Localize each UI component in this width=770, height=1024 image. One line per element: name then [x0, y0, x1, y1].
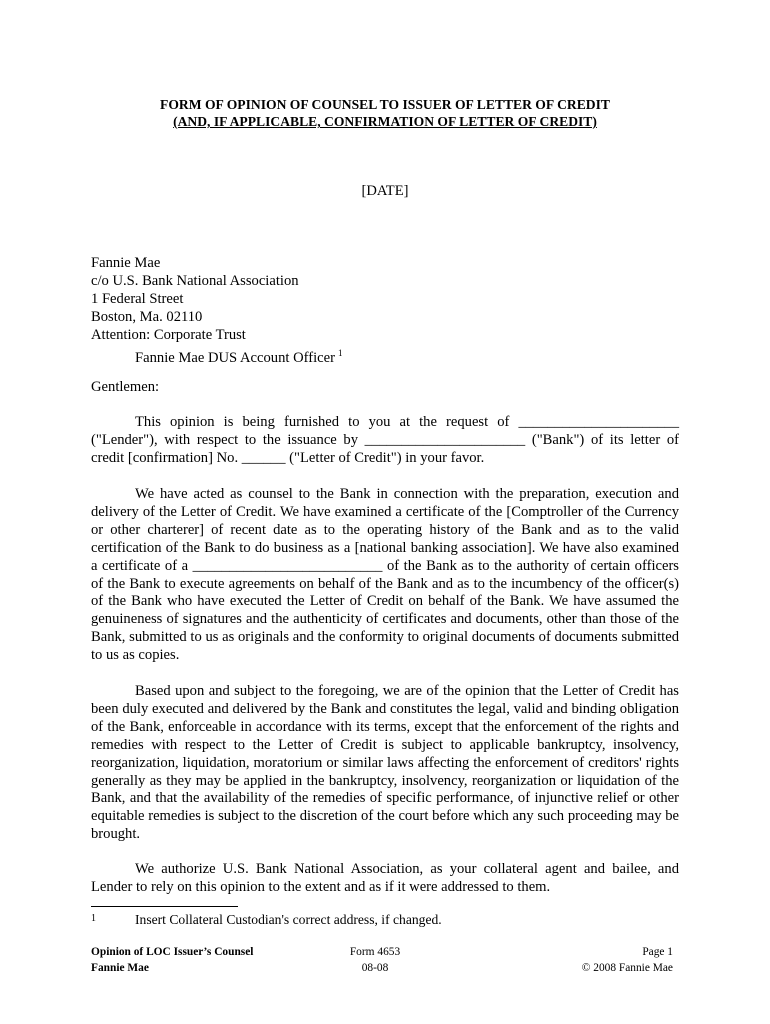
footer-right — [520, 944, 673, 976]
footer-center — [320, 944, 430, 976]
address-line: c/o U.S. Bank National Association — [91, 273, 299, 289]
footnote — [91, 912, 679, 928]
address-line: Boston, Ma. 02110 — [91, 309, 203, 325]
salutation: Gentlemen: — [91, 379, 160, 395]
footnote-reference: 1 — [337, 348, 343, 358]
paragraph-authorization: We authorize U.S. Bank National Association, as your collateral agent and bailee, and Lender to rely on this opinion to the extent and as if it were addressed to them. — [91, 861, 679, 895]
footnote-mark: 1 — [91, 913, 96, 924]
document-title: FORM OF OPINION OF COUNSEL TO ISSUER OF LETTER OF CREDIT — [160, 97, 610, 112]
address-line: Fannie Mae DUS Account Officer — [135, 350, 335, 366]
document-subtitle: (AND, IF APPLICABLE, CONFIRMATION OF LETTER OF CREDIT) — [173, 114, 597, 129]
footer-page-number: Page 1 — [642, 946, 673, 958]
footer-left — [91, 944, 253, 976]
footer-copyright: © 2008 Fannie Mae — [581, 962, 673, 974]
footnote-text: Insert Collateral Custodian's correct address, if changed. — [135, 912, 442, 927]
paragraph-request: This opinion is being furnished to you at the request of ______________________ ("Lender"), with respect to the issuance by ______________________ ("Bank") of its letter of credit [confirmation] No. ______ ("Letter of Credit") in your favor. — [91, 414, 679, 466]
address-line: Attention: Corporate Trust — [91, 327, 246, 343]
address-line-attention — [91, 344, 342, 367]
footnote-divider — [91, 906, 238, 907]
date-placeholder: [DATE] — [361, 183, 409, 199]
recipient-address — [91, 254, 342, 367]
footer-form-title: Opinion of LOC Issuer’s Counsel — [91, 946, 254, 958]
address-line: Fannie Mae — [91, 255, 161, 271]
footer-form-date: 08-08 — [361, 962, 389, 974]
paragraph-opinion: Based upon and subject to the foregoing, we are of the opinion that the Letter of Credit has been duly executed and delivered by the Bank and constitutes the legal, valid and binding obligation of the Bank, enforceable in accordance with its terms, except that the enforcement of the rights and remedies with respect to the Letter of Credit is subject to applicable bankruptcy, insolvency, reorganization, liquidation, moratorium or similar laws affecting the enforcement of creditors' rights generally as they may be applied in the bankruptcy, insolvency, reorganization or liquidation of the Bank, and that the availability of the remedies of specific performance, of injunctive relief or other equitable remedies is subject to the discretion of the court before which any such proceeding may be brought. — [91, 683, 679, 843]
footer-form-number: Form 4653 — [349, 946, 401, 958]
address-line: 1 Federal Street — [91, 291, 184, 307]
footer-org: Fannie Mae — [91, 962, 149, 974]
paragraph-examination: We have acted as counsel to the Bank in connection with the preparation, execution and delivery of the Letter of Credit. We have examined a certificate of the [Comptroller of the Currency or other charterer] of recent date as to the operating history of the Bank and as to the valid certification of the Bank to do business as a [national banking association]. We have also examined a certificate of a __________________________ of the Bank as to the authority of certain officers of the Bank to execute agreements on behalf of the Bank and as to the incumbency of the officer(s) of the Bank who have executed the Letter of Credit on behalf of the Bank. We have assumed the genuineness of signatures and the authenticity of certificates and documents, other than those of the Bank, submitted to us as originals and the conformity to original documents of documents submitted to us as copies. — [91, 486, 679, 664]
